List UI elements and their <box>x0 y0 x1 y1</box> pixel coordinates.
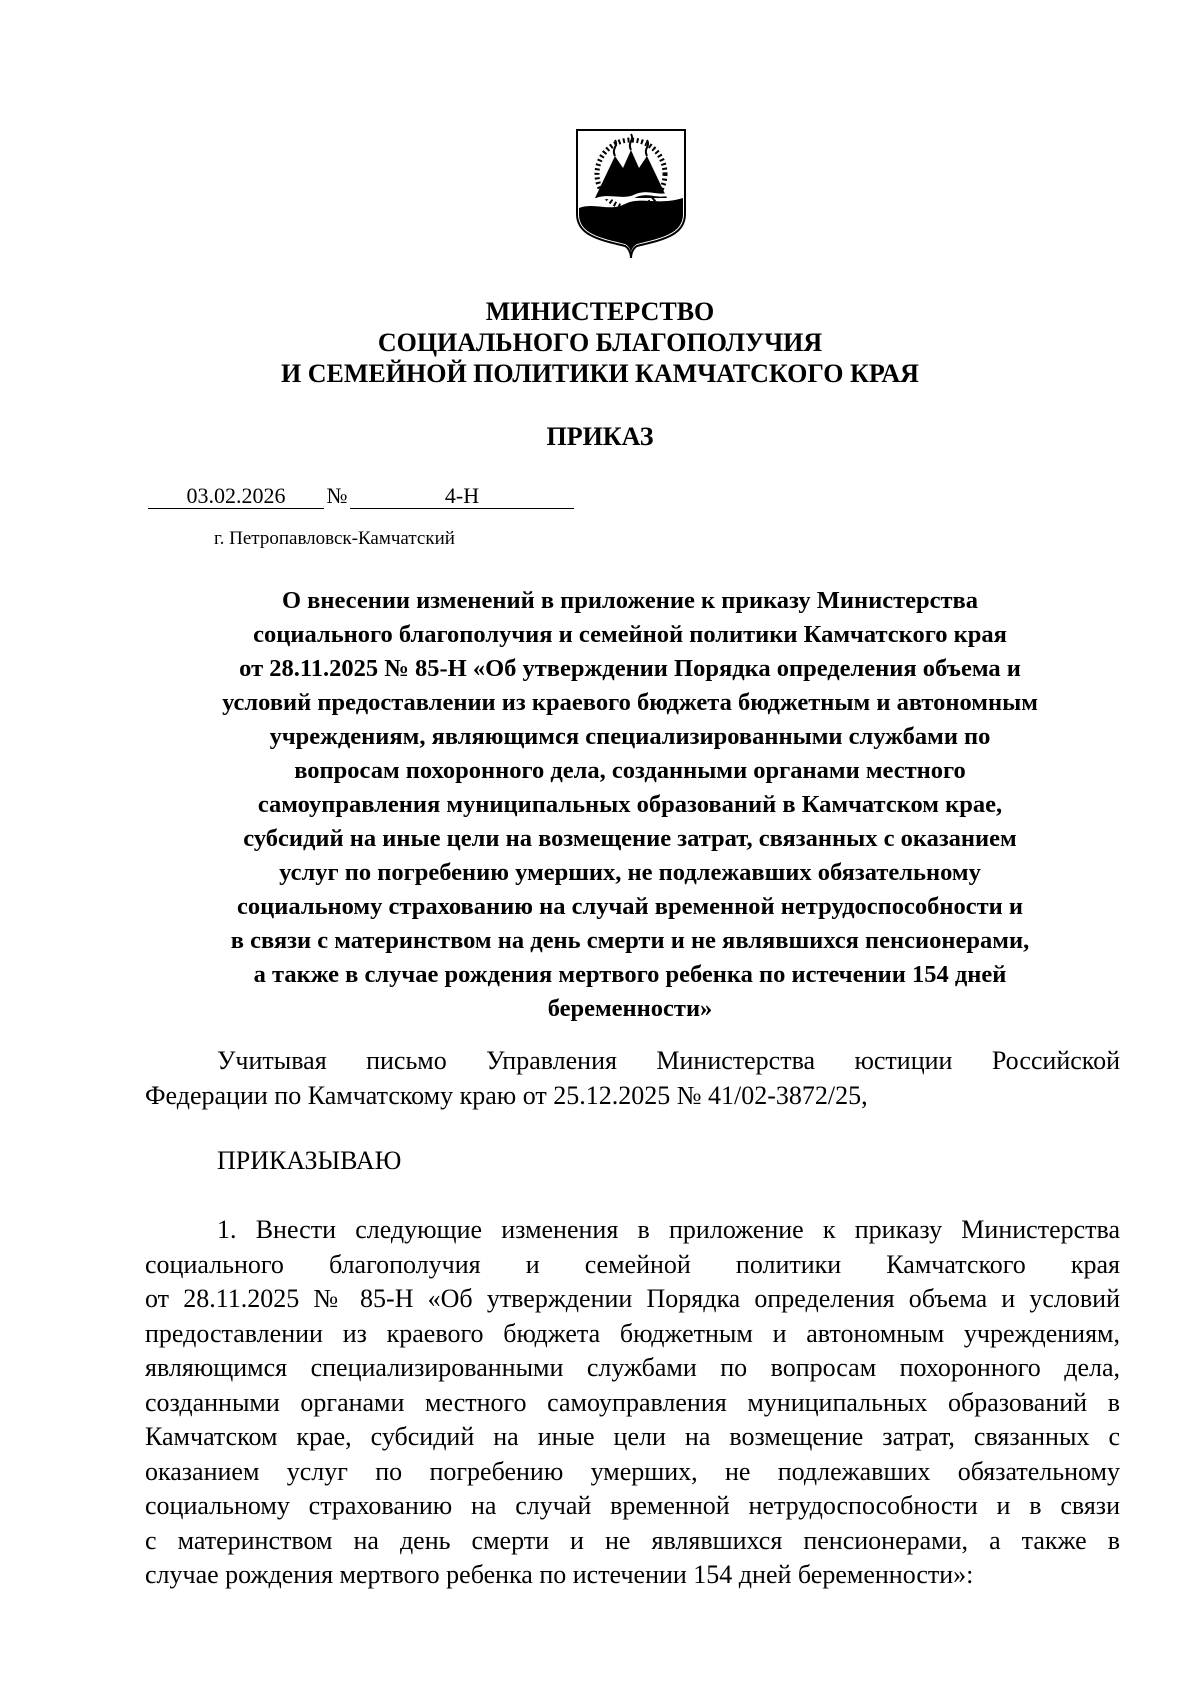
subject-line: услуг по погребению умерших, не подлежавших обязательному <box>279 859 981 886</box>
date-number-line <box>148 483 574 509</box>
subject-line: О внесении изменений в приложение к приказу Министерства <box>281 587 979 614</box>
order-date: 03.02.2026 <box>148 484 324 509</box>
paragraph-line: оказанием услуг по погребению умерших, не подлежавших обязательному <box>145 1456 1120 1486</box>
order-word: ПРИКАЗЫВАЮ <box>217 1146 402 1175</box>
ministry-line: СОЦИАЛЬНОГО БЛАГОПОЛУЧИЯ <box>377 328 823 357</box>
document-type-title: ПРИКАЗ <box>546 422 654 451</box>
subject-line: учреждениям, являющимся специализированными службами по <box>269 723 991 750</box>
paragraph-line: Федерации по Камчатскому краю от 25.12.2025 № 41/02-3872/25, <box>145 1081 868 1110</box>
paragraph-line: социального благополучия и семейной политики Камчатского края <box>145 1249 1120 1279</box>
paragraph-line: с материнством на день смерти и не являвшихся пенсионерами, а также в <box>145 1525 1120 1555</box>
subject-line: условий предоставлении из краевого бюджета бюджетным и автономным <box>222 689 1038 716</box>
number-sign: № <box>326 483 348 508</box>
subject-line: социального благополучия и семейной политики Камчатского края <box>253 621 1007 648</box>
paragraph-line: являющимся специализированными службами по вопросам похоронного дела, <box>145 1353 1120 1382</box>
ministry-name <box>0 296 1200 389</box>
subject-line: беременности» <box>547 995 713 1022</box>
subject-line: а также в случае рождения мертвого ребенка по истечении 154 дней <box>253 961 1007 988</box>
preamble-paragraph <box>145 1043 1120 1113</box>
paragraph-line: созданными органами местного самоуправления муниципальных образований в <box>145 1387 1120 1417</box>
paragraph-line: от 28.11.2025 № 85-Н «Об утверждении Порядка определения объема и условий <box>145 1284 1120 1313</box>
paragraph-line: социальному страхованию на случай временной нетрудоспособности и в связи <box>145 1491 1120 1520</box>
subject-line: вопросам похоронного дела, созданными органами местного <box>294 757 966 784</box>
subject-line: социальному страхованию на случай временной нетрудоспособности и <box>237 893 1023 920</box>
subject-line: самоуправления муниципальных образований в Камчатском крае, <box>257 791 1003 818</box>
paragraph-line: случае рождения мертвого ребенка по истечении 154 дней беременности»: <box>145 1560 974 1589</box>
subject-line: субсидий на иные цели на возмещение затрат, связанных с оказанием <box>243 825 1017 852</box>
ministry-line: МИНИСТЕРСТВО <box>485 297 715 326</box>
paragraph-line: предоставлении из краевого бюджета бюджетным и автономным учреждениям, <box>145 1318 1120 1348</box>
paragraph-line: Учитывая письмо Управления Министерства юстиции Российской <box>217 1046 1120 1075</box>
order-number: 4-Н <box>350 484 574 509</box>
subject-heading <box>140 584 1120 1026</box>
kamchatka-coat-of-arms-icon <box>575 128 687 260</box>
item-1-paragraph <box>145 1213 1120 1593</box>
paragraph-line: 1. Внести следующие изменения в приложение к приказу Министерства <box>217 1215 1120 1244</box>
city-name: г. Петропавловск-Камчатский <box>214 528 455 549</box>
paragraph-line: Камчатском крае, субсидий на иные цели на возмещение затрат, связанных с <box>145 1422 1120 1451</box>
subject-line: от 28.11.2025 № 85-Н «Об утверждении Порядка определения объема и <box>239 655 1021 682</box>
ministry-line: И СЕМЕЙНОЙ ПОЛИТИКИ КАМЧАТСКОГО КРАЯ <box>281 359 919 388</box>
subject-line: в связи с материнством на день смерти и не являвшихся пенсионерами, <box>230 927 1030 954</box>
